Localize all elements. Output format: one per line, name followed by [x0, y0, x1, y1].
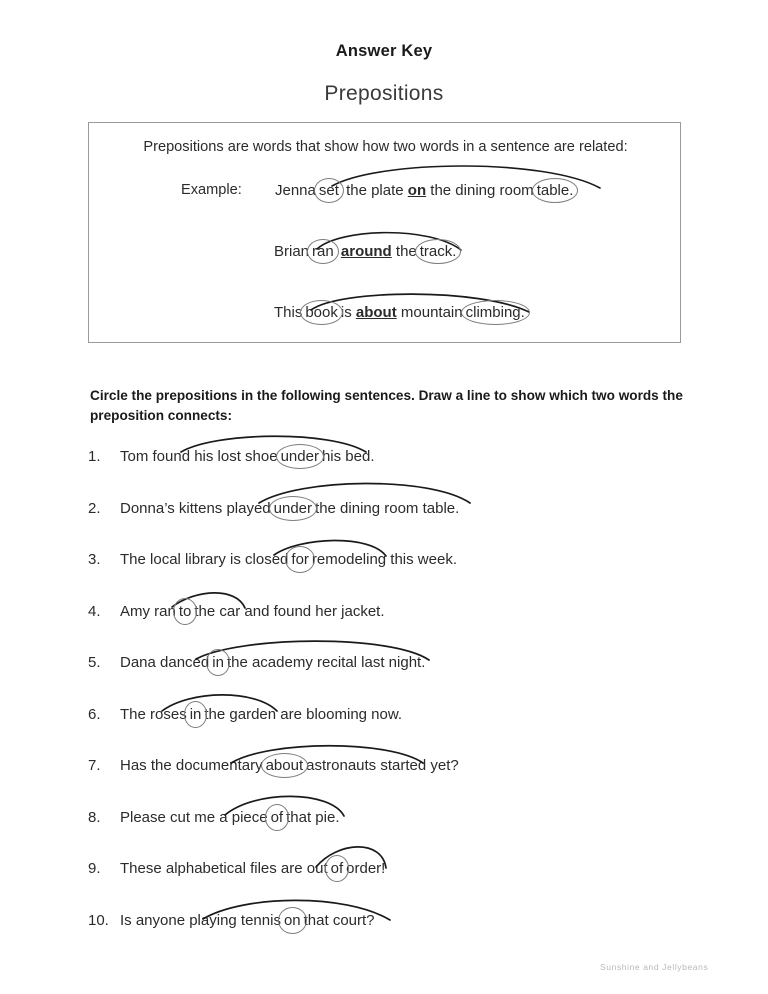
question-text-10 [120, 912, 375, 929]
question-row-4 [88, 595, 728, 647]
example-1-circled-start: set [316, 182, 342, 199]
example-3-before: This [274, 304, 303, 321]
question-text-5 [120, 654, 425, 671]
footer-credit: Sunshine and Jellybeans [600, 962, 709, 972]
question-8-circled-preposition: of [268, 809, 287, 826]
example-3-circled-end: climbing. [463, 304, 528, 321]
question-number-2: 2. [88, 499, 101, 517]
question-text-9 [120, 860, 385, 877]
example-box [88, 122, 681, 343]
question-10-pre: Is anyone playing tennis [120, 911, 281, 929]
example-sentence-1 [275, 182, 576, 199]
question-7-pre: Has the documentary [120, 757, 263, 774]
example-1-preposition: on [407, 182, 427, 199]
question-number-7: 7. [88, 757, 101, 774]
question-number-4: 4. [88, 602, 101, 620]
question-row-6 [88, 698, 728, 750]
answer-key-label: Answer Key [335, 42, 433, 60]
question-9-post: order! [346, 860, 386, 877]
question-text-8 [120, 809, 339, 826]
question-4-circled-preposition: to [176, 603, 195, 620]
question-2-circled-preposition: under [271, 500, 315, 517]
question-9-circled-preposition: of [328, 860, 347, 877]
question-2-post: the dining room table. [315, 499, 460, 517]
question-row-5 [88, 646, 728, 698]
question-7-circled-preposition: about [263, 757, 307, 774]
question-10-circled-preposition: on [281, 912, 304, 929]
question-4-post: the car and found her jacket. [194, 602, 385, 620]
example-sentence-2 [274, 243, 459, 260]
question-8-post: that pie. [286, 808, 340, 826]
example-label: Example: [181, 182, 242, 198]
question-row-7 [88, 749, 728, 801]
example-3-circled-start: book [302, 304, 341, 321]
question-number-5: 5. [88, 654, 101, 671]
example-2-circled-start: ran [309, 243, 337, 260]
example-1-middle-before: the plate [346, 182, 404, 199]
question-row-3 [88, 543, 728, 595]
example-2-circled-end: track. [417, 243, 460, 260]
example-1-before: Jenna [275, 182, 316, 199]
question-list [88, 440, 728, 955]
question-number-9: 9. [88, 860, 101, 877]
instructions-text: Circle the prepositions in the following sentences. Draw a line to show which two words the preposition connects: [90, 388, 683, 424]
question-row-9 [88, 852, 728, 904]
question-text-6 [120, 706, 402, 723]
question-5-post: the academy recital last night. [226, 654, 426, 671]
question-text-4 [120, 603, 385, 620]
question-9-pre: These alphabetical files are out [120, 860, 328, 877]
question-row-10 [88, 904, 728, 956]
example-2-before: Brian [274, 243, 310, 260]
question-number-1: 1. [88, 448, 101, 465]
question-6-circled-preposition: in [187, 706, 205, 723]
question-text-2 [120, 500, 459, 517]
question-number-6: 6. [88, 705, 101, 723]
example-1-circled-end: table. [534, 182, 577, 199]
question-text-7 [120, 757, 459, 774]
example-3-preposition: about [355, 304, 397, 321]
example-1-middle-after: the dining room [430, 182, 534, 199]
question-text-3 [120, 551, 457, 568]
page-title: Prepositions [324, 82, 444, 105]
question-row-2 [88, 492, 728, 544]
question-1-post: his bed. [321, 448, 375, 465]
question-number-3: 3. [88, 551, 101, 568]
example-box-intro: Prepositions are words that show how two words in a sentence are related: [143, 139, 628, 155]
question-8-pre: Please cut me a piece [120, 808, 268, 826]
question-3-pre: The local library is closed [120, 551, 289, 568]
example-3-middle-before: is [340, 304, 352, 321]
question-10-post: that court? [303, 911, 375, 929]
question-4-pre: Amy ran [120, 602, 176, 620]
question-5-circled-preposition: in [209, 654, 227, 671]
question-text-1 [120, 448, 375, 465]
question-3-circled-preposition: for [288, 551, 312, 568]
question-6-pre: The roses [120, 705, 187, 723]
question-5-pre: Dana danced [120, 654, 210, 671]
example-3-middle-after: mountain [400, 304, 463, 321]
question-3-post: remodeling this week. [311, 551, 457, 568]
question-6-post: the garden are blooming now. [204, 705, 403, 723]
example-2-preposition: around [340, 243, 392, 260]
question-7-post: astronauts started yet? [306, 757, 459, 774]
example-2-middle-after: the [395, 243, 417, 260]
question-1-pre: Tom found his lost shoe [120, 448, 278, 465]
question-row-1 [88, 440, 728, 492]
example-sentence-3 [274, 304, 528, 321]
question-row-8 [88, 801, 728, 853]
question-1-circled-preposition: under [278, 448, 322, 465]
question-number-10: 10. [88, 911, 109, 929]
question-2-pre: Donna’s kittens played [120, 499, 271, 517]
question-number-8: 8. [88, 808, 101, 826]
